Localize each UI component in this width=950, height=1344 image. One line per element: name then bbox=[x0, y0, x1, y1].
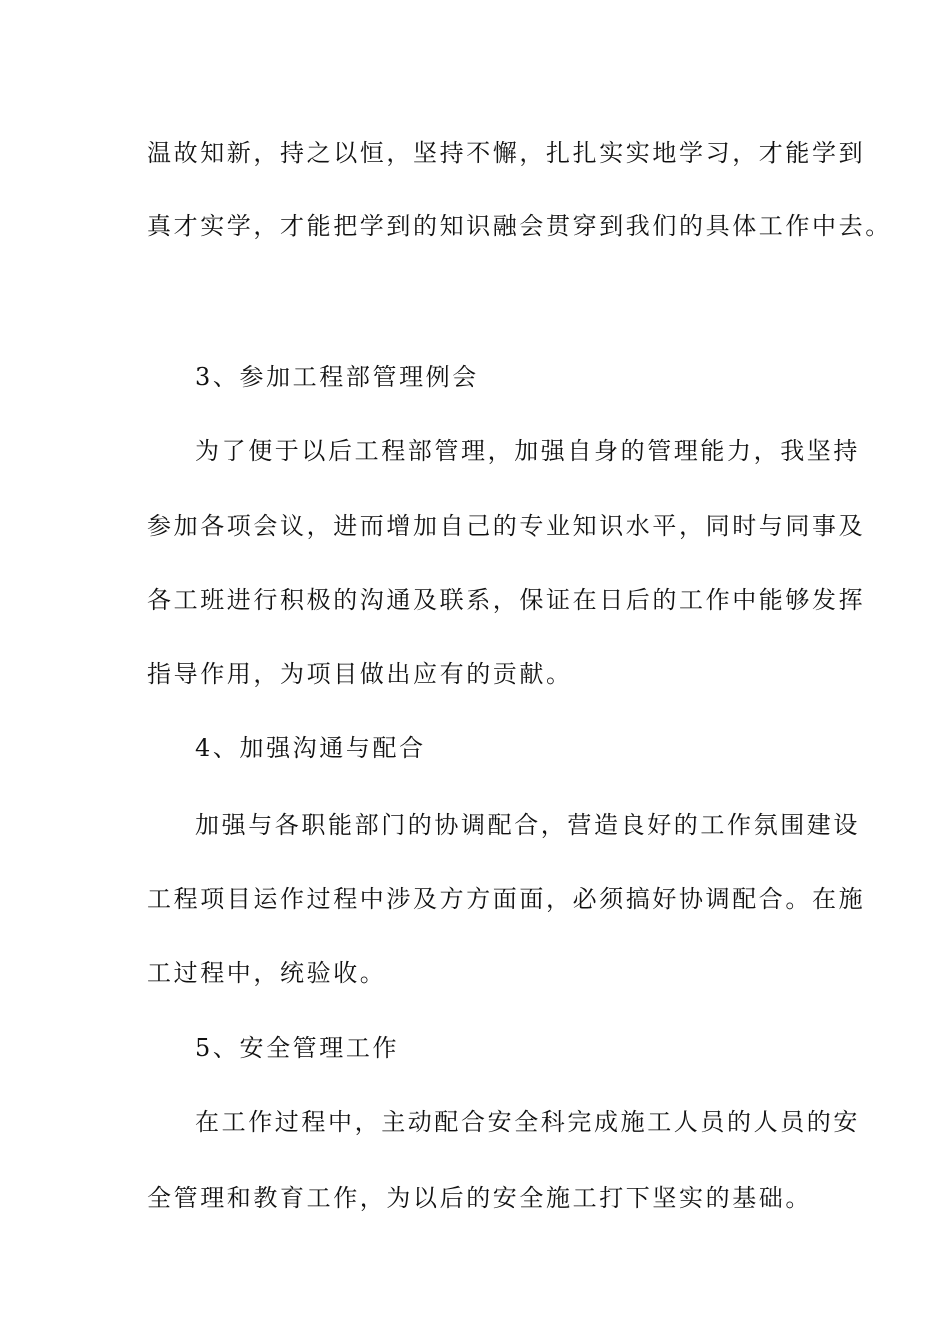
paragraph-line: 各工班进行积极的沟通及联系，保证在日后的工作中能够发挥 bbox=[147, 586, 866, 614]
paragraph-line: 真才实学，才能把学到的知识融会贯穿到我们的具体工作中去。 bbox=[147, 212, 892, 240]
paragraph-line: 指导作用，为项目做出应有的贡献。 bbox=[147, 660, 573, 688]
paragraph-line: 在工作过程中，主动配合安全科完成施工人员的人员的安 bbox=[195, 1108, 860, 1136]
section-heading: 5、安全管理工作 bbox=[195, 1034, 400, 1062]
section-heading: 3、参加工程部管理例会 bbox=[195, 363, 479, 391]
paragraph-line: 工程项目运作过程中涉及方方面面，必须搞好协调配合。在施 bbox=[147, 885, 866, 913]
paragraph-line: 参加各项会议，进而增加自己的专业知识水平，同时与同事及 bbox=[147, 512, 866, 540]
section-heading: 4、加强沟通与配合 bbox=[195, 734, 426, 762]
paragraph-line: 加强与各职能部门的协调配合，营造良好的工作氛围建设 bbox=[195, 811, 860, 839]
paragraph-line: 全管理和教育工作，为以后的安全施工打下坚实的基础。 bbox=[147, 1184, 812, 1212]
paragraph-line: 温故知新，持之以恒，坚持不懈，扎扎实实地学习，才能学到 bbox=[147, 139, 866, 167]
paragraph-line: 为了便于以后工程部管理，加强自身的管理能力，我坚持 bbox=[195, 437, 860, 465]
paragraph-line: 工过程中，统验收。 bbox=[147, 959, 387, 987]
